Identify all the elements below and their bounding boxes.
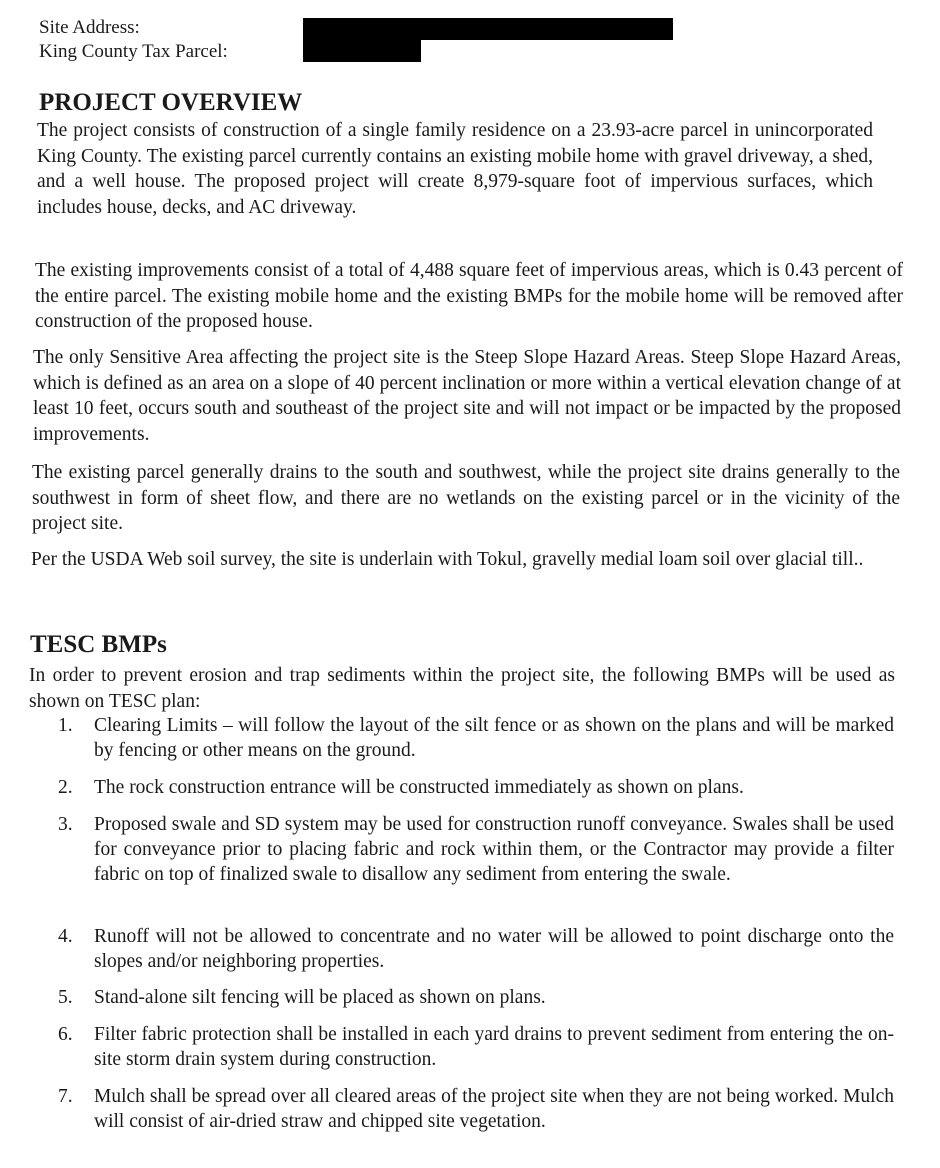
list-item-number: 3. (58, 814, 73, 835)
tesc-bmps-heading: TESC BMPs (30, 631, 167, 658)
list-item-number: 5. (58, 987, 73, 1008)
list-item (28, 775, 894, 800)
list-item (28, 812, 894, 887)
overview-paragraph-4: The existing parcel generally drains to the south and southwest, while the project site drains generally to the southwest in form of sheet flow, and there are no wetlands on the existing parcel or in the vicinity of the project site. (32, 462, 900, 534)
list-item-text: Mulch shall be spread over all cleared areas of the project site when they are not being worked. Mulch will consist of air-dried straw and chipped site vegetation. (94, 1086, 894, 1132)
list-item-number: 7. (58, 1086, 73, 1107)
redacted-site-address (303, 18, 673, 40)
redacted-tax-parcel (303, 38, 421, 62)
list-item (28, 1022, 894, 1072)
list-item (28, 1084, 894, 1134)
list-item-number: 4. (58, 926, 73, 947)
project-overview-heading: PROJECT OVERVIEW (39, 89, 303, 116)
site-address-label: Site Address: (39, 17, 140, 38)
list-item-text: The rock construction entrance will be constructed immediately as shown on plans. (94, 777, 744, 798)
list-item (28, 924, 894, 974)
tesc-intro-paragraph: In order to prevent erosion and trap sediments within the project site, the following BMPs will be used as shown on TESC plan: (29, 665, 895, 712)
overview-paragraph-3: The only Sensitive Area affecting the project site is the Steep Slope Hazard Areas. Steep Slope Hazard Areas, which is defined as an area on a slope of 40 percent inclination or more within a vertical elevation change of at least 10 feet, occurs south and southeast of the project site and will not impact or be impacted by the proposed improvements. (33, 347, 901, 445)
overview-paragraph-5: Per the USDA Web soil survey, the site is underlain with Tokul, gravelly medial loam soil over glacial till.. (31, 549, 864, 570)
list-item (28, 713, 894, 763)
list-item-text: Clearing Limits – will follow the layout of the silt fence or as shown on the plans and will be marked by fencing or other means on the ground. (94, 715, 894, 761)
list-item-number: 6. (58, 1024, 73, 1045)
list-item-text: Filter fabric protection shall be installed in each yard drains to prevent sediment from entering the on-site storm drain system during construction. (94, 1024, 894, 1070)
list-item-text: Proposed swale and SD system may be used for construction runoff conveyance. Swales shall be used for conveyance prior to placing fabric and rock within them, or the Contractor may provide a filter fabric on top of finalized swale to disallow any sediment from entering the swale. (94, 814, 894, 885)
list-item-text: Runoff will not be allowed to concentrate and no water will be allowed to point discharge onto the slopes and/or neighboring properties. (94, 926, 894, 972)
overview-paragraph-1: The project consists of construction of a single family residence on a 23.93-acre parcel in unincorporated King County. The existing parcel currently contains an existing mobile home with gravel driveway, a shed, and a well house. The proposed project will create 8,979-square foot of impervious surfaces, which includes house, decks, and AC driveway. (37, 120, 873, 218)
overview-paragraph-2: The existing improvements consist of a total of 4,488 square feet of impervious areas, which is 0.43 percent of the entire parcel. The existing mobile home and the existing BMPs for the mobile home will be removed after construction of the proposed house. (35, 260, 903, 332)
list-item-number: 2. (58, 777, 73, 798)
list-item (28, 985, 894, 1010)
list-item-number: 1. (58, 715, 73, 736)
list-item-text: Stand-alone silt fencing will be placed as shown on plans. (94, 987, 546, 1008)
tax-parcel-label: King County Tax Parcel: (39, 41, 228, 62)
